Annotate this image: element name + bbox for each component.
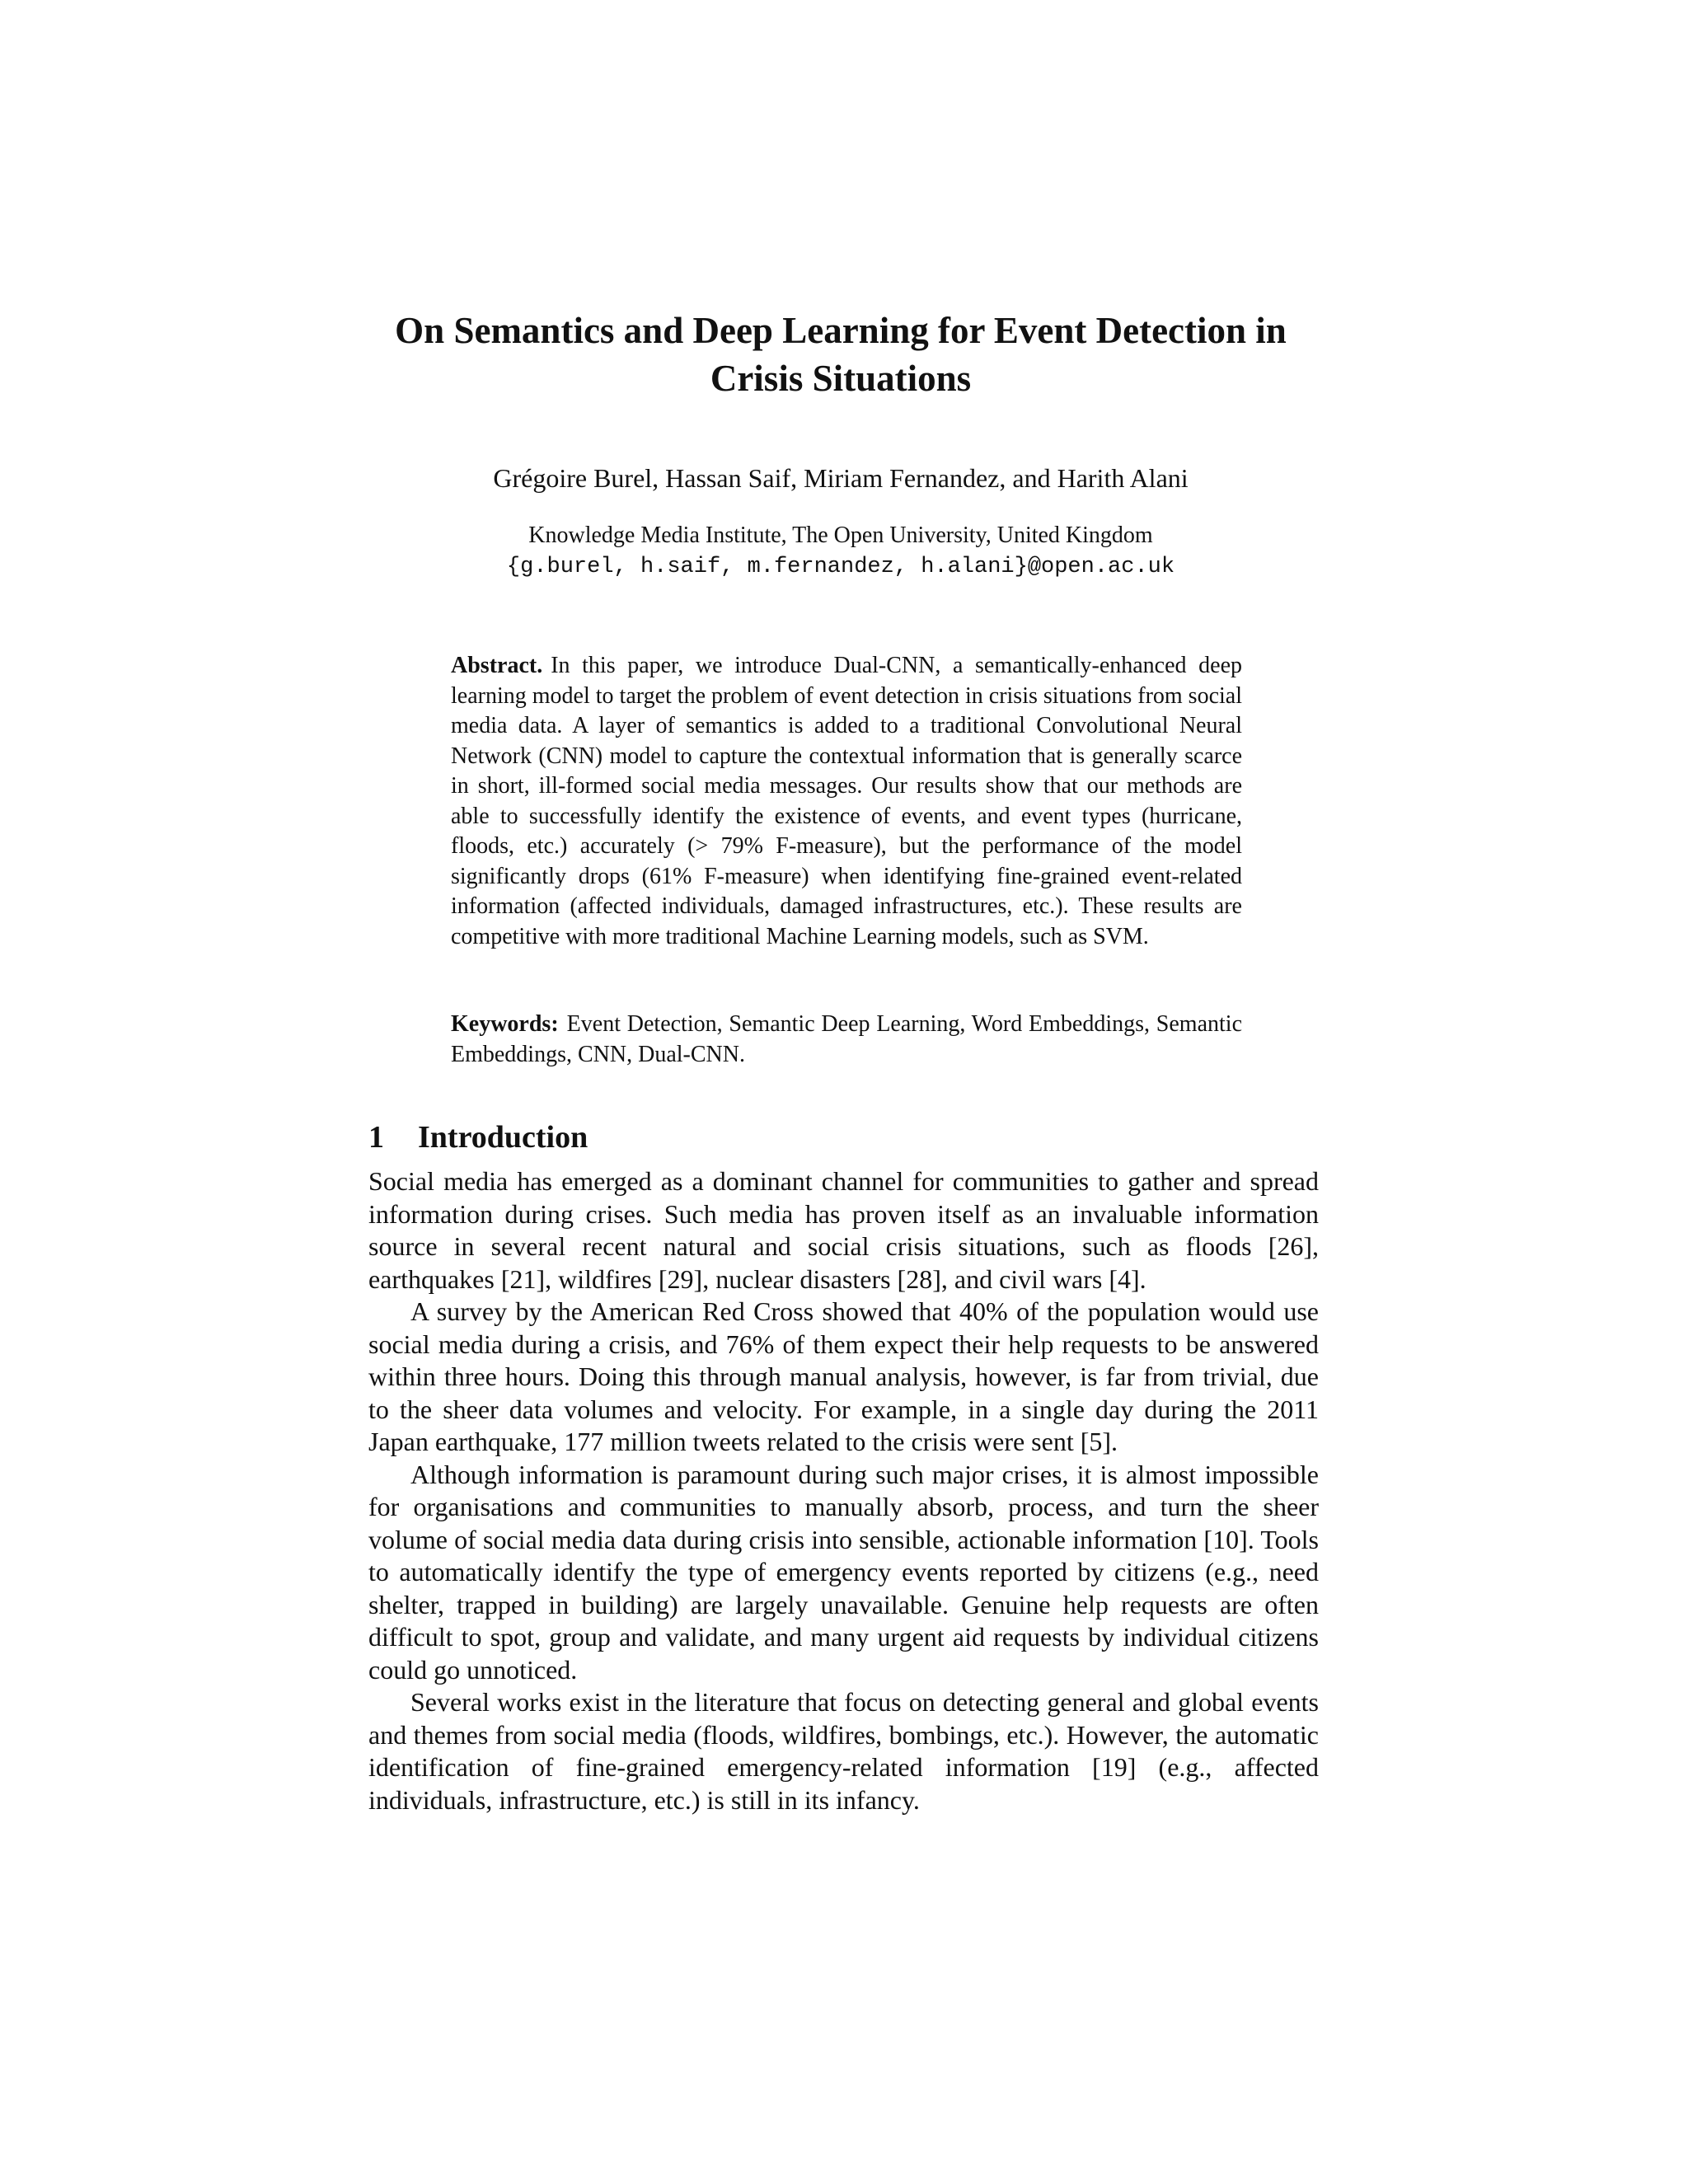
- abstract-text: In this paper, we introduce Dual-CNN, a semantically-enhanced deep learning model to target the problem of event detection in crisis situations from social media data. A layer of semantics is added to a traditional Convolutional Neural Network (CNN) model to capture the contextual information that is generally scarce in short, ill-formed social media messages. Our results show that our methods are able to successfully identify the existence of events, and event types (hurricane, floods, etc.) accurately (> 79% F-measure), but the performance of the model significantly drops (61% F-measure) when identifying fine-grained event-related information (affected individuals, damaged infrastructures, etc.). These results are competitive with more traditional Machine Learning models, such as SVM.: [451, 653, 1242, 949]
- section-heading-introduction: [368, 1118, 588, 1157]
- author-list: Grégoire Burel, Hassan Saif, Miriam Fernandez, and Harith Alani: [493, 463, 1189, 493]
- section-title: Introduction: [418, 1120, 588, 1155]
- affiliation: Knowledge Media Institute, The Open University, United Kingdom: [528, 523, 1153, 548]
- abstract: [451, 651, 1242, 952]
- email-domain: @open.ac.uk: [1027, 555, 1175, 579]
- author-emails: [363, 551, 1319, 582]
- paragraph: Social media has emerged as a dominant channel for communities to gather and spread information during crises. Such media has proven itself as an invaluable information source in several recent natural and social crisis situations, such as floods [26], earthquakes [21], wildfires [29], nuclear disasters [28], and civil wars [4].: [368, 1166, 1319, 1294]
- paragraph: Several works exist in the literature that focus on detecting general and global events and themes from social media (floods, wildfires, bombings, etc.). However, the automatic identification of fine-grained emergency-related information [19] (e.g., affected individuals, infrastructure, etc.) is still in its infancy.: [368, 1687, 1319, 1815]
- introduction-body: [368, 1165, 1319, 1816]
- section-number: 1: [368, 1120, 384, 1155]
- paragraph: Although information is paramount during such major crises, it is almost impossible for organisations and communities to manually absorb, process, and turn the sheer volume of social media data during crisis into sensible, actionable information [10]. Tools to automatically identify the type of emergency events reported by citizens (e.g., need shelter, trapped in building) are largely unavailable. Genuine help requests are often difficult to spot, group and validate, and many urgent aid requests by individual citizens could go unnoticed.: [368, 1459, 1319, 1685]
- keywords-text: Event Detection, Semantic Deep Learning, Word Embeddings, Semantic Embeddings, CNN, Dual-CNN.: [451, 1011, 1242, 1067]
- email-addresses: {g.burel, h.saif, m.fernandez, h.alani}: [506, 555, 1028, 579]
- keywords-label: Keywords:: [451, 1011, 559, 1037]
- paragraph: A survey by the American Red Cross showed that 40% of the population would use social media during a crisis, and 76% of them expect their help requests to be answered within three hours. Doing this through manual analysis, however, is far from trivial, due to the sheer data volumes and velocity. For example, in a single day during the 2011 Japan earthquake, 177 million tweets related to the crisis were sent [5].: [368, 1296, 1319, 1456]
- paper-title: On Semantics and Deep Learning for Event Detection in Crisis Situations: [395, 310, 1287, 399]
- abstract-label: Abstract.: [451, 653, 543, 678]
- keywords: [451, 1010, 1242, 1070]
